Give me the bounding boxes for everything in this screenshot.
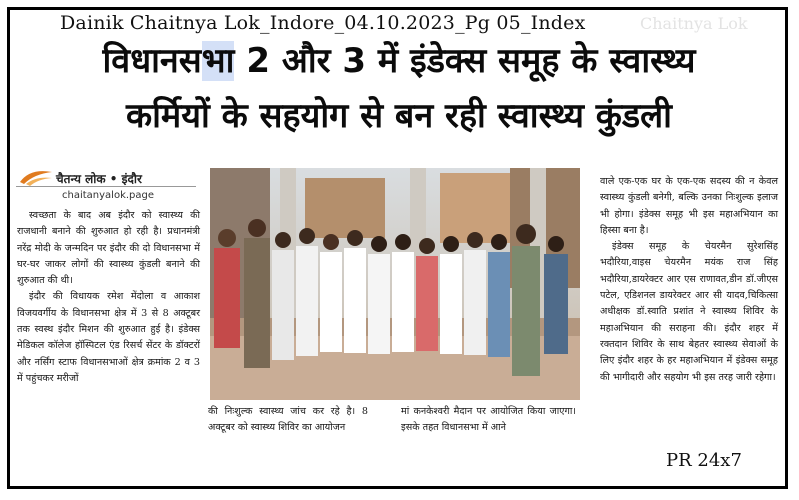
article-column-4 [600, 174, 778, 386]
article-column-1 [17, 208, 200, 387]
article-column-3 [401, 404, 576, 437]
paragraph: स्वच्छता के बाद अब इंदौर को स्वास्थ्य की राजधानी बनाने की शुरुआत हो रही है। प्रधानमंत्री नरेंद्र मोदी के जन्मदिन पर इंदौर की दो विधानसभा में घर-घर जाकर लोगों की स्वास्थ्य कुंडली बनाने की शुरुआत की थी। [17, 210, 200, 287]
byline-brand [16, 166, 196, 188]
brand-swoosh-icon [18, 166, 54, 186]
headline-selected-text: भा [201, 41, 235, 81]
paragraph: इंदौर की विधायक रमेश मेंदोला व आकाश विजयवर्गीय के विधानसभा क्षेत्र में 3 से 8 अक्टूबर तक स्वस्थ इंदौर मिशन की शुरुआत हुई है। इंडेक्स मेडिकल कॉलेज हॉस्पिटल एंड रिसर्च सेंटर के डॉक्टरों और नर्सिंग स्टाफ विधानसभाओं क्षेत्र क्रमांक 2 व 3 में पहुंचकर मरीजों [17, 291, 200, 384]
pr-tag: PR 24x7 [666, 450, 742, 471]
paragraph: मां कनकेश्वरी मैदान पर आयोजित किया जाएगा। इसके तहत विधानसभा में आने [401, 406, 576, 434]
byline-site: chaitanyalok.page [62, 190, 155, 201]
headline-line-1 [14, 41, 784, 81]
group-photo [210, 168, 580, 400]
ghost-caption: Chaitnya Lok [640, 14, 748, 33]
headline-part-b: 2 और 3 में इंडेक्स समूह के स्वास्थ्य [234, 41, 696, 81]
paragraph: की निःशुल्क स्वास्थ्य जांच कर रहे है। 8 अक्टूबर को स्वास्थ्य शिविर का आयोजन [208, 406, 368, 434]
article-column-2 [208, 404, 368, 437]
headline-line-2: कर्मियों के सहयोग से बन रही स्वास्थ्य कुंडली [126, 96, 672, 136]
headline-part-a: विधानस [102, 41, 202, 81]
byline-divider [16, 186, 196, 187]
brand-name: चैतन्य लोक • इंदौर [56, 172, 142, 186]
clipping-caption: Dainik Chaitnya Lok_Indore_04.10.2023_Pg 05_Index [60, 12, 586, 34]
paragraph: इंडेक्स समूह के चेयरमैन सुरेशसिंह भदौरिया,वाइस चेयरमैन मयंक राज सिंह भदौरिया,डायरेक्टर आर एस राणावत,डीन डॉ.जीएस पटेल, एडिशनल डायरेक्टर आर सी यादव,चिकित्सा अधीक्षक डॉ.स्वाति प्रशांत ने स्वास्थ्य शिविर के महाअभियान की सराहना की। इंदौर शहर में रक्तदान शिविर के साथ बेहतर स्वास्थ्य सेवाओं के लिए इंदौर शहर के हर महाअभियान में इंडेक्स समूह की भागीदारी और सहयोग भी इस तरह जारी रहेगा। [600, 241, 778, 383]
paragraph: वाले एक-एक घर के एक-एक सदस्य की न केवल स्वास्थ्य कुंडली बनेगी, बल्कि उनका निःशुल्क इलाज भी होगा। इंडेक्स समूह भी इस महाअभियान का हिस्सा बना है। [600, 176, 778, 236]
